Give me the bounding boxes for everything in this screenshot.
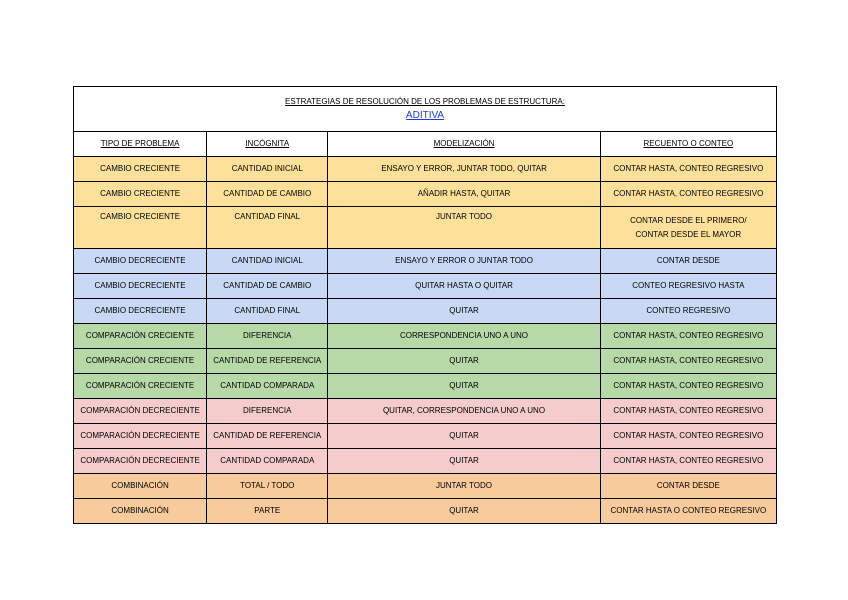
cell-tipo: CAMBIO CRECIENTE: [74, 157, 207, 182]
cell-tipo: COMPARACIÓN CRECIENTE: [74, 324, 207, 349]
column-header-incognita: INCÓGNITA: [207, 132, 328, 157]
cell-tipo: CAMBIO DECRECIENTE: [74, 274, 207, 299]
cell-modelizacion: QUITAR: [328, 349, 600, 374]
cell-incognita: CANTIDAD FINAL: [207, 207, 328, 249]
table-title-cell: [74, 87, 777, 132]
cell-incognita: CANTIDAD DE REFERENCIA: [207, 424, 328, 449]
cell-recuento: CONTAR HASTA, CONTEO REGRESIVO: [600, 182, 776, 207]
cell-recuento: CONTEO REGRESIVO: [600, 299, 776, 324]
cell-modelizacion: QUITAR, CORRESPONDENCIA UNO A UNO: [328, 399, 600, 424]
cell-recuento: CONTAR HASTA, CONTEO REGRESIVO: [600, 324, 776, 349]
cell-incognita: CANTIDAD INICIAL: [207, 157, 328, 182]
cell-tipo: COMBINACIÓN: [74, 474, 207, 499]
cell-incognita: DIFERENCIA: [207, 399, 328, 424]
table-title: ESTRATEGIAS DE RESOLUCIÓN DE LOS PROBLEMAS DE ESTRUCTURA:: [285, 97, 565, 106]
cell-tipo: COMPARACIÓN DECRECIENTE: [74, 399, 207, 424]
cell-recuento: CONTAR HASTA O CONTEO REGRESIVO: [600, 499, 776, 524]
cell-modelizacion: QUITAR: [328, 449, 600, 474]
cell-tipo: COMPARACIÓN CRECIENTE: [74, 349, 207, 374]
table-row: [74, 157, 777, 182]
cell-incognita: CANTIDAD DE REFERENCIA: [207, 349, 328, 374]
column-header-tipo: TIPO DE PROBLEMA: [74, 132, 207, 157]
cell-modelizacion: CORRESPONDENCIA UNO A UNO: [328, 324, 600, 349]
table-row: [74, 449, 777, 474]
cell-modelizacion: QUITAR: [328, 299, 600, 324]
cell-recuento: CONTAR DESDE: [600, 249, 776, 274]
cell-modelizacion: ENSAYO Y ERROR O JUNTAR TODO: [328, 249, 600, 274]
cell-tipo: COMPARACIÓN DECRECIENTE: [74, 424, 207, 449]
table-row: [74, 274, 777, 299]
cell-tipo: COMBINACIÓN: [74, 499, 207, 524]
cell-incognita: CANTIDAD COMPARADA: [207, 374, 328, 399]
cell-tipo: COMPARACIÓN CRECIENTE: [74, 374, 207, 399]
cell-incognita: PARTE: [207, 499, 328, 524]
cell-tipo: CAMBIO DECRECIENTE: [74, 249, 207, 274]
table-header-row: [74, 132, 777, 157]
cell-tipo: COMPARACIÓN DECRECIENTE: [74, 449, 207, 474]
column-header-recuento: RECUENTO O CONTEO: [600, 132, 776, 157]
strategy-sheet: [73, 86, 777, 524]
cell-recuento: CONTAR DESDE: [600, 474, 776, 499]
cell-recuento: CONTAR HASTA, CONTEO REGRESIVO: [600, 374, 776, 399]
table-row: [74, 249, 777, 274]
column-header-modelizacion: MODELIZACIÓN: [328, 132, 600, 157]
table-row: [74, 349, 777, 374]
cell-incognita: CANTIDAD FINAL: [207, 299, 328, 324]
table-row: [74, 399, 777, 424]
cell-modelizacion: QUITAR: [328, 424, 600, 449]
cell-modelizacion: ENSAYO Y ERROR, JUNTAR TODO, QUITAR: [328, 157, 600, 182]
table-row: [74, 299, 777, 324]
table-row: [74, 324, 777, 349]
cell-incognita: CANTIDAD DE CAMBIO: [207, 274, 328, 299]
cell-modelizacion: AÑADIR HASTA, QUITAR: [328, 182, 600, 207]
cell-modelizacion: QUITAR: [328, 499, 600, 524]
cell-incognita: TOTAL / TODO: [207, 474, 328, 499]
table-row: [74, 374, 777, 399]
cell-recuento: CONTAR HASTA, CONTEO REGRESIVO: [600, 399, 776, 424]
cell-recuento: CONTAR HASTA, CONTEO REGRESIVO: [600, 424, 776, 449]
cell-recuento: CONTAR HASTA, CONTEO REGRESIVO: [600, 157, 776, 182]
cell-incognita: CANTIDAD COMPARADA: [207, 449, 328, 474]
cell-modelizacion: QUITAR HASTA O QUITAR: [328, 274, 600, 299]
cell-recuento: CONTAR DESDE EL PRIMERO/ CONTAR DESDE EL MAYOR: [600, 207, 776, 249]
cell-recuento: CONTEO REGRESIVO HASTA: [600, 274, 776, 299]
strategy-table: [73, 86, 777, 524]
table-row: [74, 182, 777, 207]
cell-tipo: CAMBIO DECRECIENTE: [74, 299, 207, 324]
cell-modelizacion: JUNTAR TODO: [328, 474, 600, 499]
table-row: [74, 499, 777, 524]
cell-modelizacion: JUNTAR TODO: [328, 207, 600, 249]
table-row: [74, 207, 777, 249]
table-row: [74, 474, 777, 499]
cell-incognita: CANTIDAD DE CAMBIO: [207, 182, 328, 207]
table-row: [74, 424, 777, 449]
cell-tipo: CAMBIO CRECIENTE: [74, 207, 207, 249]
cell-recuento: CONTAR HASTA, CONTEO REGRESIVO: [600, 349, 776, 374]
cell-modelizacion: QUITAR: [328, 374, 600, 399]
cell-recuento: CONTAR HASTA, CONTEO REGRESIVO: [600, 449, 776, 474]
aditiva-link[interactable]: ADITIVA: [405, 110, 445, 121]
cell-incognita: CANTIDAD INICIAL: [207, 249, 328, 274]
cell-incognita: DIFERENCIA: [207, 324, 328, 349]
cell-tipo: CAMBIO CRECIENTE: [74, 182, 207, 207]
